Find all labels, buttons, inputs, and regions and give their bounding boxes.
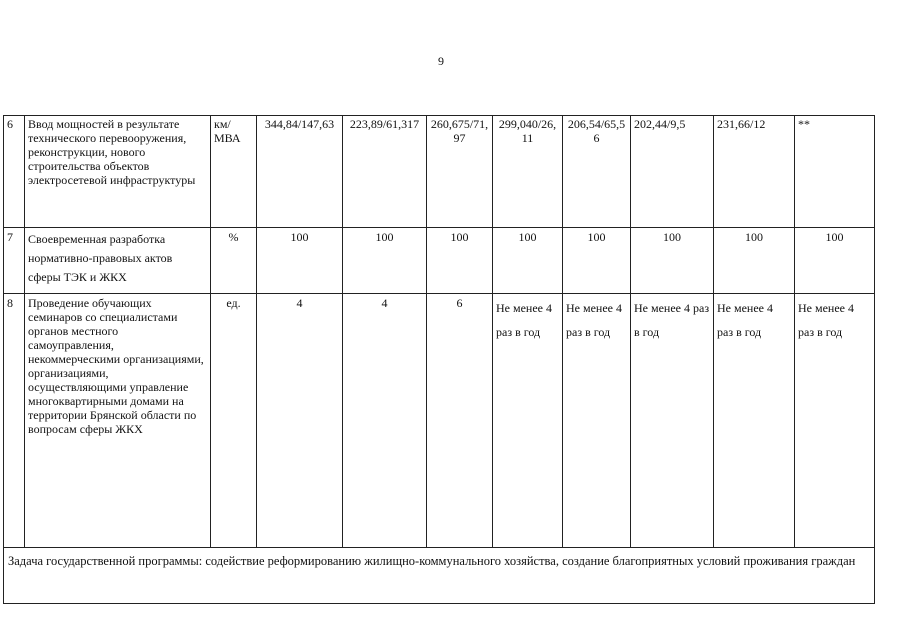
value-cell: 344,84/147,63 (257, 116, 343, 228)
value-cell: ** (795, 116, 875, 228)
unit-cell: ед. (211, 294, 257, 548)
row-number: 8 (4, 294, 25, 548)
value-cell: Не менее 4 раз в год (563, 294, 631, 548)
value-cell: 299,040/26,11 (493, 116, 563, 228)
value-cell: 231,66/12 (714, 116, 795, 228)
unit-cell: % (211, 228, 257, 294)
page-number: 9 (438, 54, 444, 68)
row-number: 7 (4, 228, 25, 294)
program-task-text: Задача государственной программы: содействие реформированию жилищно-коммунального хозяйства, создание благоприятных условий проживания граждан (4, 548, 875, 604)
value-cell: 100 (563, 228, 631, 294)
table-row (4, 116, 875, 228)
value-cell: 100 (427, 228, 493, 294)
unit-cell: км/МВА (211, 116, 257, 228)
value-cell: 100 (795, 228, 875, 294)
indicator-name: Проведение обучающих семинаров со специалистами органов местного самоуправления, некоммерческими организациями, организациями, осуществляющими управление многоквартирными домами на территории Брянской области по вопросам сферы ЖКХ (25, 294, 211, 548)
row-number: 6 (4, 116, 25, 228)
value-cell: 6 (427, 294, 493, 548)
value-cell: 100 (493, 228, 563, 294)
task-row (4, 548, 875, 604)
value-cell: 4 (257, 294, 343, 548)
indicator-name: Своевременная разработка нормативно-правовых актов сферы ТЭК и ЖКХ (25, 228, 211, 294)
value-cell: 100 (631, 228, 714, 294)
indicator-name: Ввод мощностей в результате технического перевооружения, реконструкции, нового строительства объектов электросетевой инфраструктуры (25, 116, 211, 228)
table-row (4, 294, 875, 548)
value-cell: Не менее 4 раз в год (714, 294, 795, 548)
value-cell: 260,675/71,97 (427, 116, 493, 228)
value-cell: Не менее 4 раз в год (493, 294, 563, 548)
value-cell: Не менее 4 раз в год (795, 294, 875, 548)
value-cell: 100 (714, 228, 795, 294)
value-cell: Не менее 4 раз в год (631, 294, 714, 548)
table-row (4, 228, 875, 294)
value-cell: 100 (343, 228, 427, 294)
indicators-table (3, 115, 875, 604)
value-cell: 223,89/61,317 (343, 116, 427, 228)
value-cell: 4 (343, 294, 427, 548)
value-cell: 202,44/9,5 (631, 116, 714, 228)
value-cell: 206,54/65,56 (563, 116, 631, 228)
value-cell: 100 (257, 228, 343, 294)
